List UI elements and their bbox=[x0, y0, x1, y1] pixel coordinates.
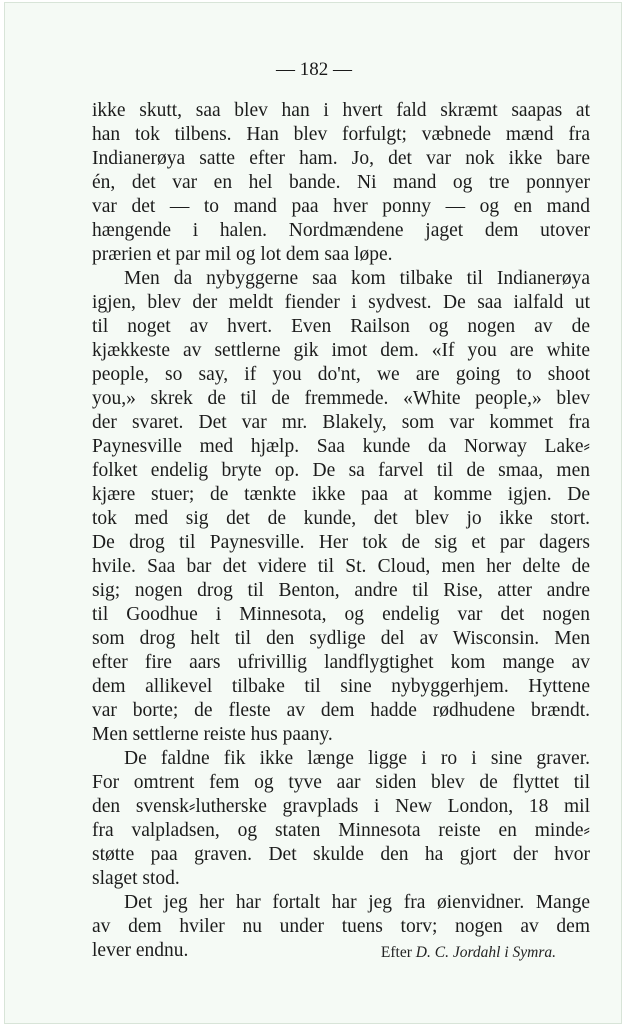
paragraph-2 bbox=[92, 267, 590, 747]
text-line: som drog helt til den sydlige del av Wisconsin. Men bbox=[92, 628, 590, 649]
text-line: efter fire aars ufrivillig landflygtighet kom mange av bbox=[92, 652, 590, 673]
book-page bbox=[4, 2, 622, 1024]
text-line: Men da nybyggerne saa kom tilbake til Indianerøya bbox=[124, 268, 590, 289]
text-line: slaget stod. bbox=[92, 868, 180, 889]
text-line: av dem hviler nu under tuens torv; nogen av dem bbox=[92, 916, 590, 937]
text-line: sig; nogen drog til Benton, andre til Rise, atter andre bbox=[92, 580, 590, 601]
text-line: For omtrent fem og tyve aar siden blev de flyttet til bbox=[92, 772, 590, 793]
text-line: til noget av hvert. Even Railson og nogen av de bbox=[92, 316, 590, 337]
text-line: you,» skrek de til de fremmede. «White people,» blev bbox=[92, 388, 590, 409]
body-text bbox=[92, 99, 590, 963]
credit-author-source: D. C. Jordahl i Symra. bbox=[415, 944, 556, 961]
text-line: prærien et par mil og lot dem saa løpe. bbox=[92, 244, 393, 265]
text-line: kjære stuer; de tænkte ikke paa at komme igjen. De bbox=[92, 484, 590, 505]
text-line: folket endelig bryte op. De sa farvel til de smaa, men bbox=[92, 460, 590, 481]
text-line: fra valpladsen, og staten Minnesota reiste en minde⸗ bbox=[92, 820, 590, 841]
paragraph-1 bbox=[92, 99, 590, 267]
text-line: var borte; de fleste av dem hadde rødhudene brændt. bbox=[92, 700, 590, 721]
text-line: tok med sig det de kunde, det blev jo ikke stort. bbox=[92, 508, 590, 529]
text-line: der svaret. Det var mr. Blakely, som var kommet fra bbox=[92, 412, 590, 433]
text-line: Det jeg her har fortalt har jeg fra øienvidner. Mange bbox=[124, 892, 590, 913]
paragraph-3 bbox=[92, 747, 590, 891]
text-line: Men settlerne reiste hus paany. bbox=[92, 724, 333, 745]
text-line: til Goodhue i Minnesota, og endelig var det nogen bbox=[92, 604, 590, 625]
text-line: støtte paa graven. Det skulde den ha gjort der hvor bbox=[92, 844, 590, 865]
text-line: én, det var en hel bande. Ni mand og tre ponnyer bbox=[92, 172, 590, 193]
text-line: Paynesville med hjælp. Saa kunde da Norway Lake⸗ bbox=[92, 436, 590, 457]
text-line: han tok tilbens. Han blev forfulgt; væbnede mænd fra bbox=[92, 124, 590, 145]
text-line: var det — to mand paa hver ponny — og en mand bbox=[92, 196, 590, 217]
credit-prefix: Efter bbox=[380, 944, 412, 961]
text-line: igjen, blev der meldt fiender i sydvest. De saa ialfald ut bbox=[92, 292, 590, 313]
text-line: hængende i halen. Nordmændene jaget dem utover bbox=[92, 220, 590, 241]
text-line: hvile. Saa bar det videre til St. Cloud, men her delte de bbox=[92, 556, 590, 577]
text-line: De drog til Paynesville. Her tok de sig et par dagers bbox=[92, 532, 590, 553]
final-line bbox=[92, 939, 590, 963]
text-line: dem allikevel tilbake til sine nybyggerhjem. Hyttene bbox=[92, 676, 590, 697]
source-credit bbox=[381, 941, 556, 965]
text-line: kjækkeste av settlerne gik imot dem. «If you are white bbox=[92, 340, 590, 361]
text-line: ikke skutt, saa blev han i hvert fald skræmt saapas at bbox=[92, 100, 590, 121]
page-number: — 182 — bbox=[276, 59, 352, 80]
text-line: Indianerøya satte efter ham. Jo, det var nok ikke bare bbox=[92, 148, 590, 169]
paragraph-4 bbox=[92, 891, 590, 963]
text-line: people, so say, if you do'nt, we are going to shoot bbox=[92, 364, 590, 385]
text-line: lever endnu. bbox=[92, 940, 189, 961]
text-line: den svensk⸗lutherske gravplads i New London, 18 mil bbox=[92, 796, 590, 817]
text-line: De faldne fik ikke længe ligge i ro i sine graver. bbox=[124, 748, 590, 769]
